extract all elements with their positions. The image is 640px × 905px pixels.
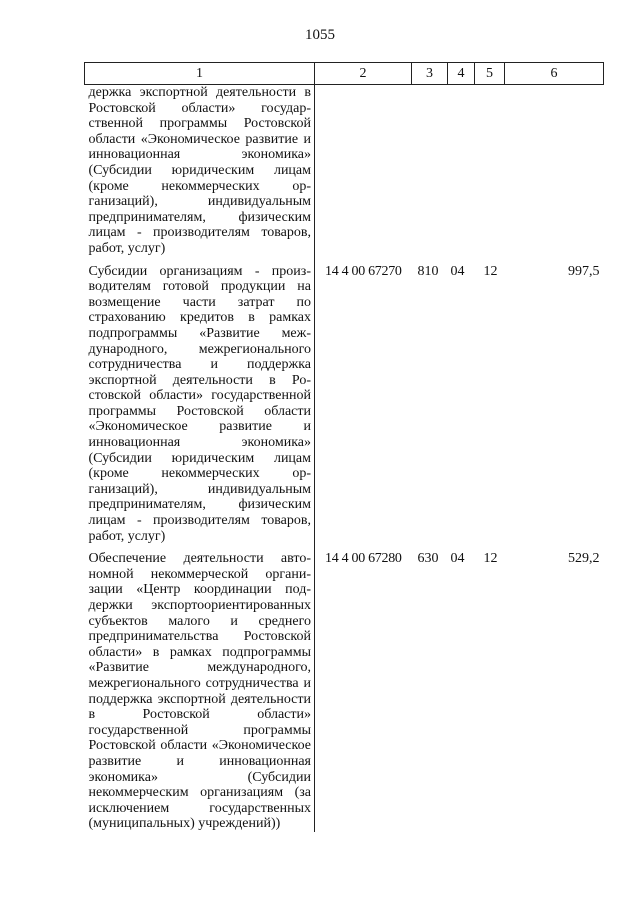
row-section: 04 [450,263,465,279]
row-amount [505,85,604,257]
row-target-code: 14 4 00 67280 [325,551,402,567]
row-section [448,85,475,257]
table-row [85,85,604,257]
table-row [85,544,604,832]
table-row [85,257,604,545]
row-description: Субсидии организациям - производителям готовой продукции на возмещение части затрат по страхованию кредитов в рамках подпрограммы «Развитие международного, межрегионального сотрудничества и поддержка экспортной деятельности в Ростовской области» государственной программы Ростовской области «Экономическое развитие и инновационная экономика» (Субсидии юридическим лицам (кроме некоммерческих организаций), индивидуальным предпринимателям, физическим лицам - производителям товаров, работ, услуг) [85,257,315,545]
table-header-row [85,63,604,85]
row-amount: 529,2 [568,551,600,567]
budget-table [84,62,604,832]
column-header-2: 2 [315,63,412,85]
column-header-6: 6 [505,63,604,85]
column-header-1: 1 [85,63,315,85]
row-expense-type: 810 [417,263,439,279]
row-description: держка экспортной деятельности в Ростовской области» государственной программы Ростовской области «Экономическое развитие и инновационная экономика» (Субсидии юридическим лицам (кроме некоммерческих организаций), индивидуальным предпринимателям, физическим лицам - производителям товаров, работ, услуг) [85,85,315,257]
row-description: Обеспечение деятельности автономной некоммерческой организации «Центр координации поддержки экспортоориентированных субъектов малого и среднего предпринимательства Ростовской области» в рамках подпрограммы «Развитие международного, межрегионального сотрудничества и поддержка экспортной деятельности в Ростовской области» государственной программы Ростовской области «Экономическое развитие и инновационная экономика» (Субсидии некоммерческим организациям (за исключением государственных (муниципальных) учреждений)) [85,544,315,832]
row-target-code [315,85,412,257]
row-subsection: 12 [483,263,498,279]
row-expense-type [412,85,448,257]
row-subsection [475,85,505,257]
row-target-code: 14 4 00 67270 [325,263,402,279]
column-header-4: 4 [448,63,475,85]
column-header-3: 3 [412,63,448,85]
page-number: 1055 [305,27,335,43]
row-section: 04 [450,551,465,567]
row-subsection: 12 [483,551,498,567]
row-amount: 997,5 [568,263,600,279]
column-header-5: 5 [475,63,505,85]
row-expense-type: 630 [417,551,439,567]
